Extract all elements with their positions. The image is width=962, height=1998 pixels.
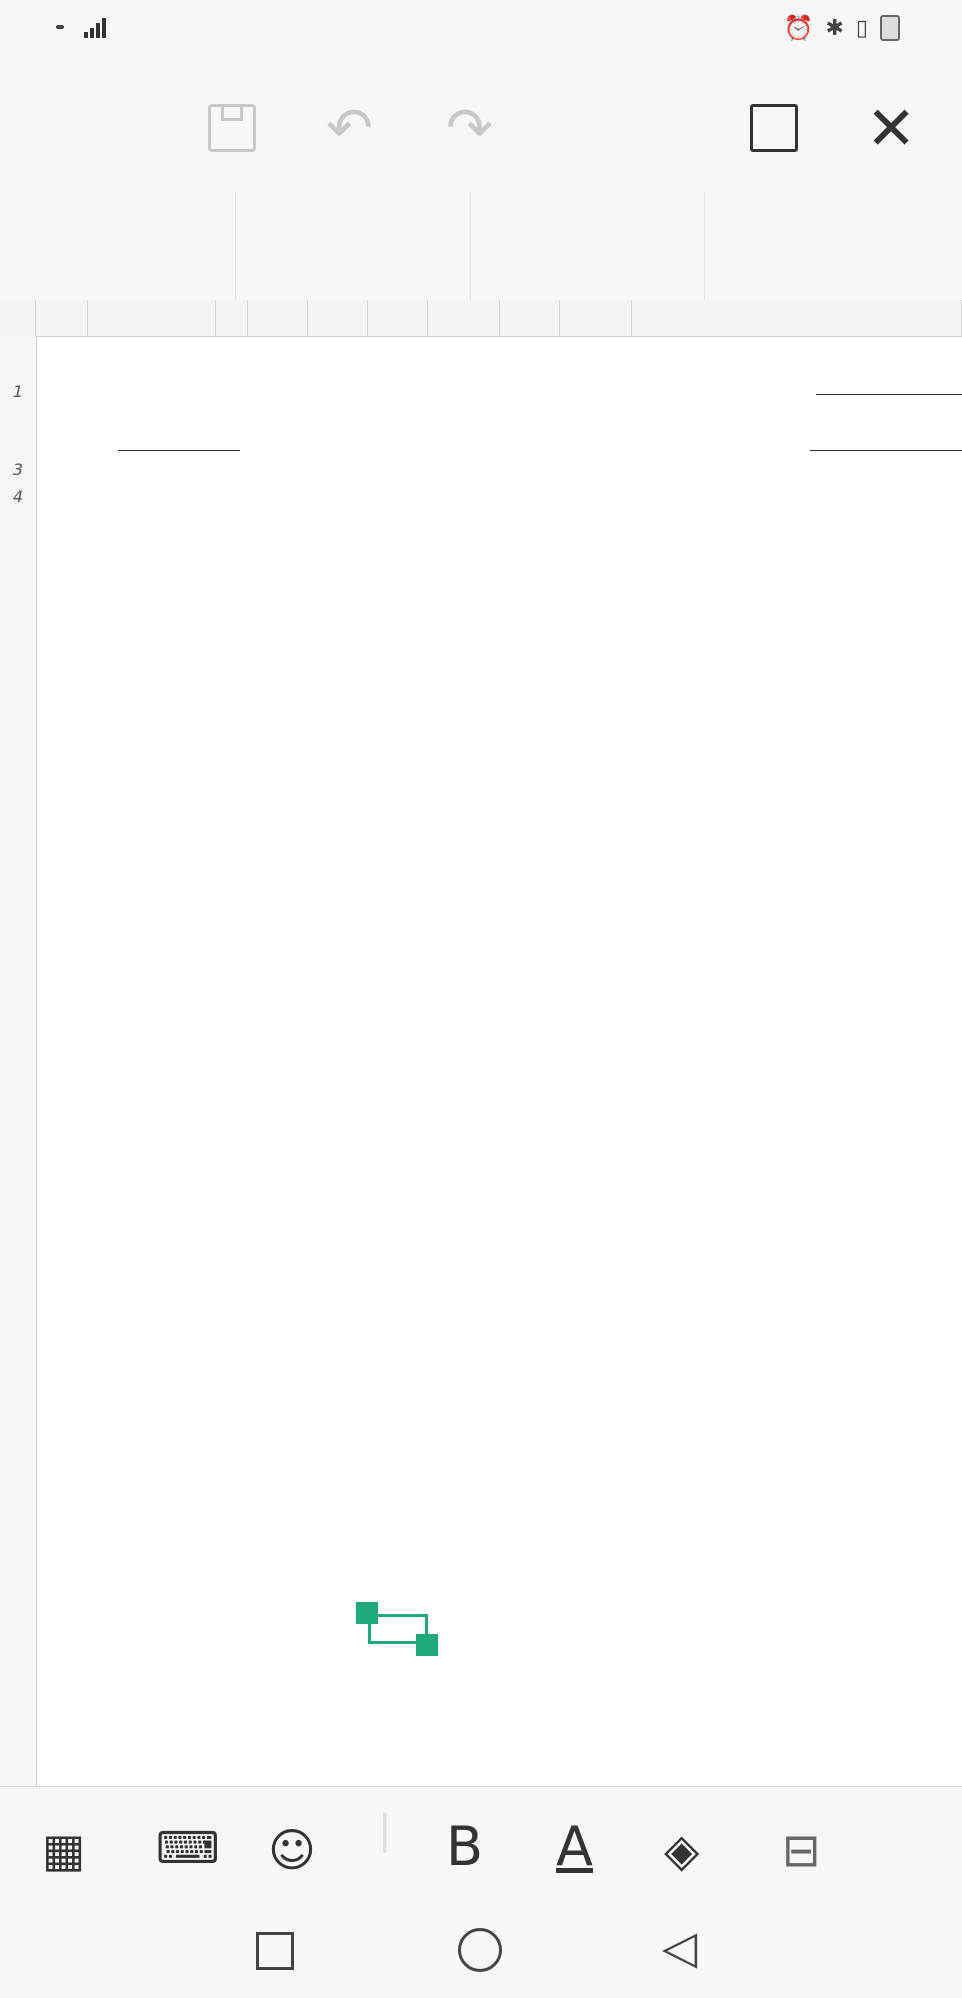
tab-sheet3[interactable] — [236, 192, 470, 300]
col-header-h[interactable] — [500, 300, 560, 336]
spreadsheet[interactable] — [0, 300, 962, 1786]
fill-color-icon[interactable]: ◈ — [664, 1823, 700, 1877]
keyboard-icon[interactable]: ⌨ — [156, 1823, 220, 1874]
title-underline — [118, 450, 240, 451]
redo-icon[interactable]: ↷ — [446, 96, 493, 161]
alarm-icon: ⏰ — [783, 14, 814, 42]
col-header-a[interactable] — [36, 300, 88, 336]
corner-cell[interactable] — [0, 300, 36, 336]
col-header-d[interactable] — [248, 300, 308, 336]
column-headers — [0, 300, 962, 337]
tab-sheet2[interactable] — [471, 192, 705, 300]
font-color-icon[interactable]: A — [556, 1815, 593, 1878]
col-header-f[interactable] — [368, 300, 428, 336]
col-header-i[interactable] — [560, 300, 632, 336]
info-row — [36, 454, 962, 486]
undo-icon[interactable]: ↶ — [326, 96, 373, 161]
status-bar — [0, 0, 962, 66]
col-header-b[interactable] — [88, 300, 216, 336]
title-row — [36, 336, 962, 448]
close-icon[interactable]: ✕ — [866, 94, 917, 164]
sheet-tabs — [0, 192, 962, 301]
vibrate-icon: ▯ — [855, 15, 868, 41]
selection-handle-end[interactable] — [416, 1634, 438, 1656]
col-header-c[interactable] — [216, 300, 248, 336]
emoji-icon[interactable]: ☺ — [268, 1823, 316, 1877]
title-underline — [816, 394, 962, 395]
hd-badge — [56, 25, 64, 29]
apps-icon[interactable]: ▦ — [42, 1823, 86, 1877]
tab-budget-cover[interactable] — [0, 192, 236, 300]
row-header-1[interactable]: 1 — [12, 382, 24, 401]
signal-icon — [84, 16, 106, 38]
edit-toolbar — [0, 66, 962, 193]
col-header-g[interactable] — [428, 300, 500, 336]
selection-handle-start[interactable] — [356, 1602, 378, 1624]
home-button[interactable] — [458, 1928, 502, 1972]
divider: | — [378, 1807, 392, 1853]
row-headers — [0, 336, 37, 1786]
col-header-e[interactable] — [308, 300, 368, 336]
bluetooth-icon: ✱ — [825, 15, 844, 41]
col-header-j[interactable] — [632, 300, 962, 336]
bold-icon[interactable]: B — [446, 1815, 484, 1878]
format-bar — [0, 1786, 962, 1911]
navigation-bar — [0, 1910, 962, 1998]
back-icon[interactable]: ◁ — [662, 1920, 698, 1974]
more-tabs-button[interactable] — [705, 192, 962, 300]
merge-cells-icon[interactable]: ⊟ — [782, 1823, 821, 1877]
recents-button[interactable] — [256, 1932, 294, 1970]
row-header-4[interactable]: 4 — [12, 487, 24, 506]
title-underline — [810, 450, 962, 451]
save-icon[interactable] — [208, 104, 256, 152]
pages-count-button[interactable] — [750, 104, 798, 152]
battery-icon — [880, 15, 900, 41]
row-header-3[interactable]: 3 — [12, 460, 24, 479]
